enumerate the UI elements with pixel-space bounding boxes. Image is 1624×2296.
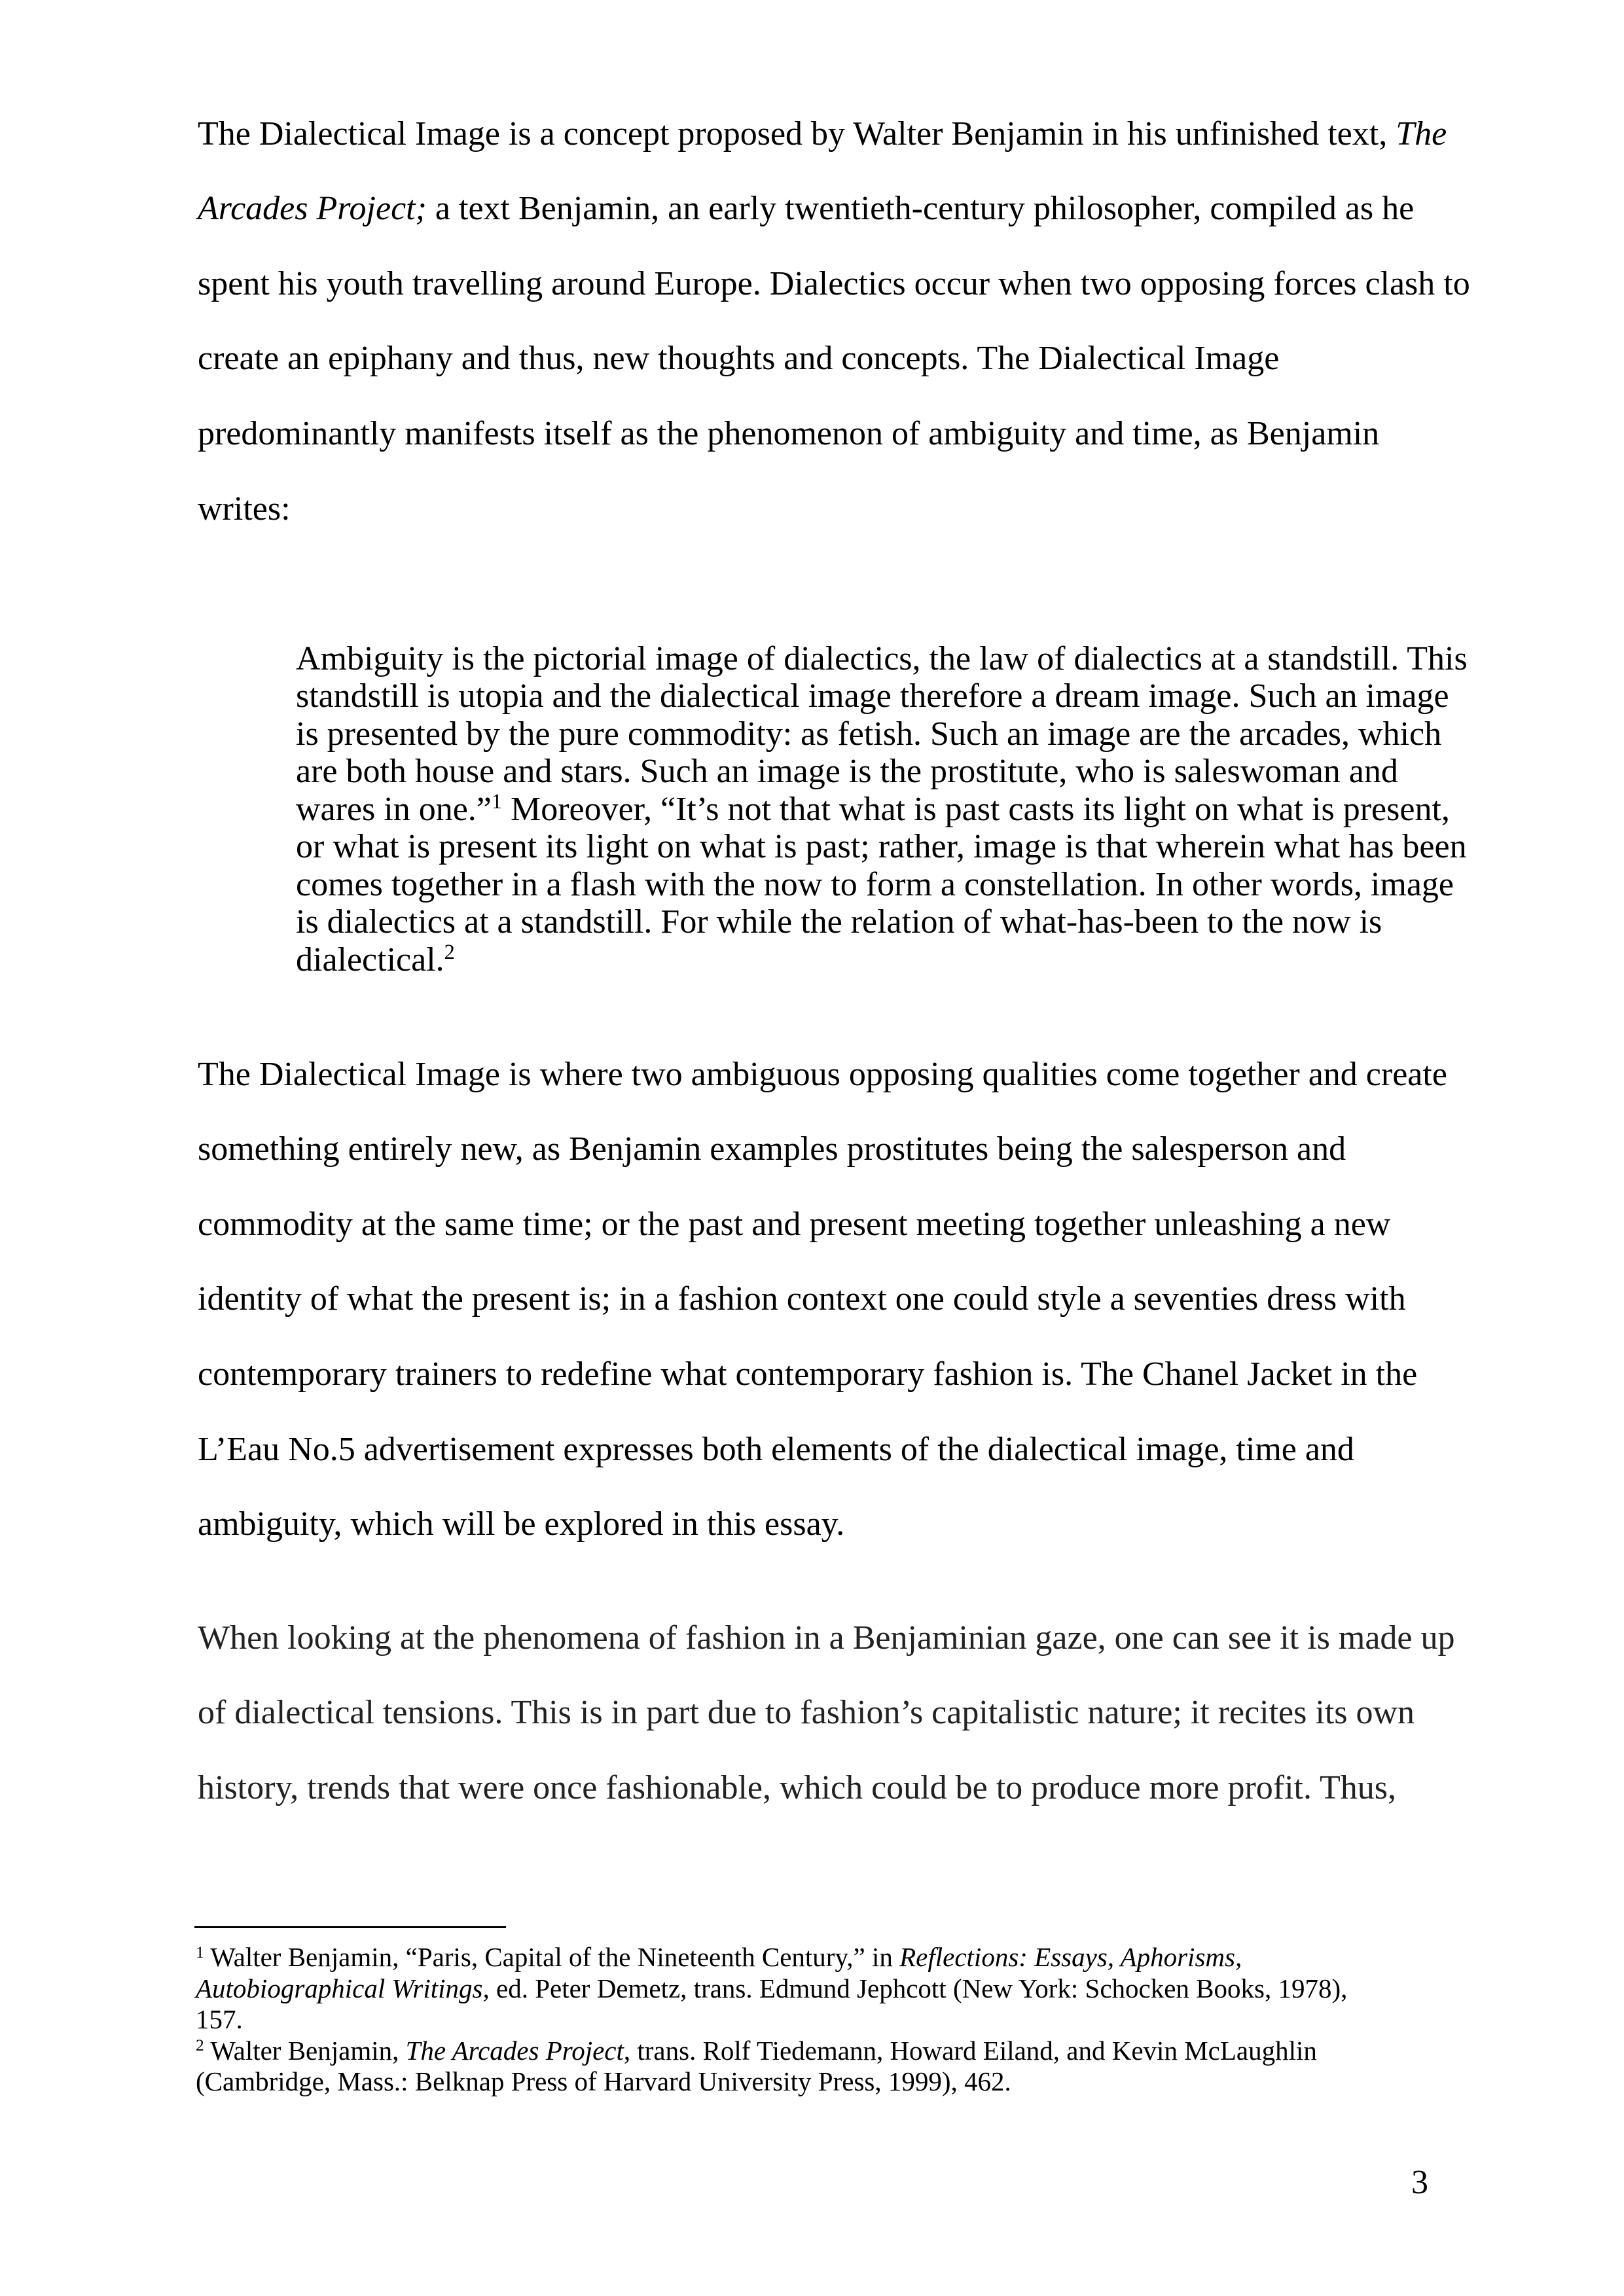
text-line — [296, 679, 1449, 713]
text-run: The Dialectical Image is a concept proposed by Walter Benjamin in his unfinished text, — [198, 115, 1396, 152]
text-line — [198, 1055, 1447, 1093]
italic-text: Reflections: Essays, Aphorisms, — [899, 1942, 1242, 1973]
text-line — [296, 865, 1454, 903]
italic-text: Autobiographical Writings, — [196, 1973, 490, 2003]
text-line — [198, 417, 1379, 451]
text-line — [198, 1768, 1397, 1806]
text-run: Walter Benjamin, “Paris, Capital of the Nineteenth Century,” in — [204, 1942, 900, 1973]
text-run: Walter Benjamin, — [204, 2035, 406, 2066]
text-run: a text Benjamin, an early twentieth-century philosopher, compiled as he — [426, 190, 1415, 228]
text-line — [296, 830, 1467, 864]
italic-text: The Arcades Project — [405, 2035, 624, 2066]
text-run: comes together in a flash with the now to form a constellation. In other words, image — [296, 865, 1454, 903]
text-run: Ambiguity is the pictorial image of dialectics, the law of dialectics at a standstill. This — [296, 639, 1468, 677]
text-line — [196, 2037, 1317, 2064]
text-run: identity of what the present is; in a fashion context one could style a seventies dress with — [198, 1280, 1406, 1318]
text-run: dialectical. — [296, 941, 444, 978]
text-run: ed. Peter Demetz, trans. Edmund Jephcott (New York: Schocken Books, 1978), — [489, 1973, 1348, 2003]
text-line — [198, 1507, 844, 1541]
text-line — [198, 264, 1470, 302]
text-line — [198, 1282, 1406, 1316]
footnote-ref: 2 — [196, 2036, 204, 2054]
text-line — [196, 1975, 1347, 2002]
text-run: The Dialectical Image is where two ambiguous opposing qualities come together and create — [198, 1055, 1447, 1093]
text-line — [198, 1430, 1354, 1468]
text-line — [296, 789, 1450, 828]
text-line — [296, 755, 1398, 789]
text-run: contemporary trainers to redefine what contemporary fashion is. The Chanel Jacket in the — [198, 1355, 1418, 1393]
text-run: L’Eau No.5 advertisement expresses both elements of the dialectical image, time and — [198, 1430, 1354, 1468]
text-line — [196, 2068, 1011, 2095]
text-line — [198, 1696, 1415, 1730]
text-run: , trans. Rolf Tiedemann, Howard Eiland, and Kevin McLaughlin — [623, 2035, 1317, 2066]
text-run: of dialectical tensions. This is in part due to fashion’s capitalistic nature; it recites its own — [198, 1694, 1415, 1732]
footnote-ref: 2 — [444, 939, 455, 963]
italic-text: The — [1396, 115, 1447, 152]
text-line — [296, 717, 1441, 751]
text-line — [196, 1944, 1242, 1971]
text-line — [296, 939, 455, 978]
text-run: When looking at the phenomena of fashion in a Benjaminian gaze, one can see it is made up — [198, 1619, 1455, 1657]
text-run: writes: — [198, 490, 291, 528]
text-run: are both house and stars. Such an image is the prostitute, who is saleswoman and — [296, 753, 1398, 791]
text-line — [198, 1205, 1391, 1243]
footnote-ref: 1 — [196, 1943, 204, 1962]
text-run: is presented by the pure commodity: as fetish. Such an image are the arcades, which — [296, 715, 1442, 753]
text-run: ambiguity, which will be explored in this essay. — [198, 1505, 845, 1543]
text-line — [198, 1132, 1346, 1166]
text-run: predominantly manifests itself as the phenomenon of ambiguity and time, as Benjamin — [198, 415, 1380, 453]
text-run: Moreover, “It’s not that what is past casts its light on what is present, — [502, 790, 1450, 828]
text-run: create an epiphany and thus, new thoughts and concepts. The Dialectical Image — [198, 340, 1280, 378]
text-run: is dialectics at a standstill. For while the relation of what-has-been to the now is — [296, 903, 1382, 941]
text-line — [198, 1357, 1417, 1391]
text-run: spent his youth travelling around Europe. Dialectics occur when two opposing forces clash to — [198, 264, 1470, 302]
text-run: history, trends that were once fashionable, which could be to produce more profit. Thus, — [198, 1768, 1397, 1806]
text-line — [296, 639, 1468, 677]
text-line — [198, 192, 1414, 226]
footnote-separator — [194, 1926, 506, 1928]
text-line — [198, 492, 291, 526]
italic-text: Arcades Project; — [198, 190, 427, 228]
text-run: or what is present its light on what is past; rather, image is that wherein what has been — [296, 828, 1467, 866]
text-run: standstill is utopia and the dialectical image therefore a dream image. Such an image — [296, 677, 1449, 715]
page-number: 3 — [1411, 2164, 1428, 2201]
text-run: 157. — [196, 2004, 243, 2035]
footnote-ref: 1 — [491, 789, 502, 813]
text-line — [196, 2006, 243, 2033]
text-run: wares in one.” — [296, 790, 492, 828]
text-line — [296, 905, 1382, 939]
text-line — [198, 1621, 1455, 1655]
text-run: (Cambridge, Mass.: Belknap Press of Harvard University Press, 1999), 462. — [196, 2066, 1011, 2097]
text-line — [198, 117, 1447, 151]
text-line — [198, 342, 1279, 376]
text-run: something entirely new, as Benjamin examples prostitutes being the salesperson and — [198, 1130, 1346, 1168]
text-run: commodity at the same time; or the past and present meeting together unleashing a new — [198, 1205, 1391, 1243]
